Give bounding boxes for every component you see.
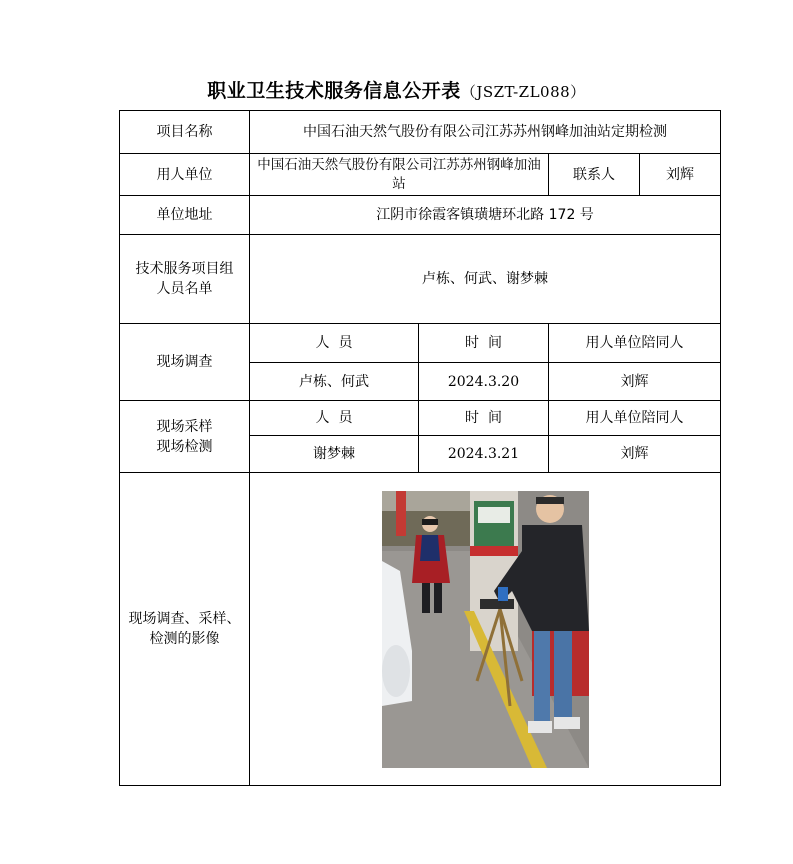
team-label: 技术服务项目组人员名单 <box>120 235 250 324</box>
project-name-label: 项目名称 <box>120 111 250 154</box>
row-team <box>120 235 721 324</box>
sampling-time: 2024.3.21 <box>419 436 549 473</box>
project-name-value: 中国石油天然气股份有限公司江苏苏州钢峰加油站定期检测 <box>250 111 721 154</box>
sampling-col-personnel: 人 员 <box>250 401 419 436</box>
sampling-col-time: 时 间 <box>419 401 549 436</box>
sampling-col-escort: 用人单位陪同人 <box>549 401 721 436</box>
contact-label: 联系人 <box>549 154 640 196</box>
survey-escort: 刘辉 <box>549 363 721 401</box>
images-cell <box>250 473 721 786</box>
row-employer <box>120 154 721 196</box>
sampling-escort: 刘辉 <box>549 436 721 473</box>
address-label: 单位地址 <box>120 196 250 235</box>
row-survey-header <box>120 324 721 363</box>
sampling-personnel: 谢梦棘 <box>250 436 419 473</box>
images-label: 现场调查、采样、检测的影像 <box>120 473 250 786</box>
disclosure-table <box>119 110 721 786</box>
survey-label: 现场调查 <box>120 324 250 401</box>
sampling-label-line2: 现场检测 <box>156 438 213 455</box>
survey-col-escort: 用人单位陪同人 <box>549 324 721 363</box>
page-title <box>0 76 793 103</box>
row-sampling-header <box>120 401 721 436</box>
address-value: 江阴市徐霞客镇璜塘环北路 172 号 <box>250 196 721 235</box>
employer-value: 中国石油天然气股份有限公司江苏苏州钢峰加油站 <box>250 154 549 196</box>
site-photo-icon <box>382 491 589 768</box>
row-images <box>120 473 721 786</box>
row-project-name <box>120 111 721 154</box>
employer-label: 用人单位 <box>120 154 250 196</box>
title-code: （JSZT-ZL088） <box>460 83 586 101</box>
survey-time: 2024.3.20 <box>419 363 549 401</box>
survey-personnel: 卢栋、何武 <box>250 363 419 401</box>
sampling-label <box>120 401 250 473</box>
contact-value: 刘辉 <box>640 154 721 196</box>
sampling-label-line1: 现场采样 <box>156 418 213 435</box>
survey-col-personnel: 人 员 <box>250 324 419 363</box>
team-value: 卢栋、何武、谢梦棘 <box>250 235 721 324</box>
row-address <box>120 196 721 235</box>
survey-col-time: 时 间 <box>419 324 549 363</box>
title-text: 职业卫生技术服务信息公开表 <box>207 80 461 102</box>
